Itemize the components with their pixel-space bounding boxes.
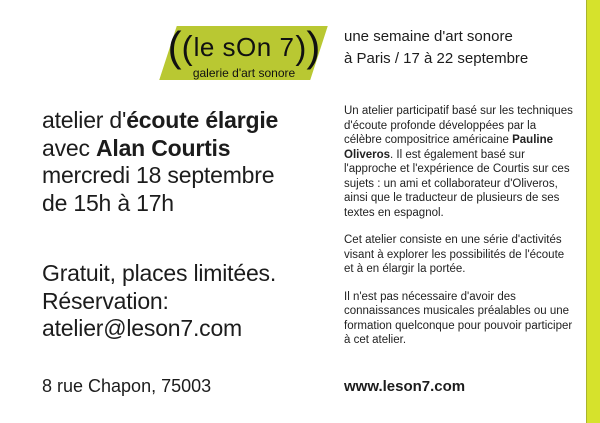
- logo-name-row: [167, 23, 321, 70]
- workshop-description: [344, 104, 574, 361]
- description-paragraph-1: Un atelier participatif basé sur les techniques d'écoute profonde développées par la célèbre compositrice américaine Pauline Oliveros. Il est également basé sur l'approche et l'expérience de Courtis sur ces sujets : un ami et collaborateur d'Oliveros, ainsi que le traducteur de plusieurs de ses textes en espagnol.: [344, 105, 573, 219]
- event-artist: Alan Courtis: [95, 134, 231, 161]
- logo-paren-close-inner: ): [295, 28, 307, 66]
- event-title: atelier d'écoute élargie: [42, 107, 279, 133]
- registration-email: atelier@leson7.com: [42, 315, 243, 341]
- registration-label: Réservation:: [42, 287, 169, 314]
- logo-paren-open-inner: (: [181, 28, 193, 66]
- registration-info: [42, 260, 276, 343]
- event-title-bold: écoute élargie: [126, 107, 279, 133]
- logo: [158, 24, 330, 82]
- description-pauline-oliveros: Pauline Oliveros: [344, 134, 554, 161]
- accent-bar: [586, 0, 600, 423]
- event-artist-line: avec Alan Courtis: [42, 134, 231, 161]
- logo-subtitle: galerie d'art sonore: [192, 66, 296, 80]
- website-url: www.leson7.com: [344, 378, 466, 395]
- event-week-line1: une semaine d'art sonore: [344, 28, 513, 45]
- venue-address: 8 rue Chapon, 75003: [42, 376, 212, 396]
- logo-paren-close-outer: ): [306, 23, 321, 70]
- event-week-line2: à Paris / 17 à 22 septembre: [344, 50, 529, 67]
- event-time: de 15h à 17h: [42, 189, 174, 216]
- description-paragraph-2: Cet atelier consiste en une série d'activités visant à explorer les possibilités de l'écoute et à en élargir la portée.: [344, 234, 565, 275]
- event-week-info: [344, 26, 528, 70]
- description-paragraph-3: Il n'est pas nécessaire d'avoir des connaissances musicales préalables ou une formation quelconque pour pouvoir participer à cet atelier.: [344, 290, 573, 346]
- registration-free-line: Gratuit, places limitées.: [42, 260, 277, 286]
- logo-paren-open-outer: (: [167, 23, 182, 70]
- logo-name: le sOn 7: [193, 32, 295, 62]
- event-date: mercredi 18 septembre: [42, 162, 275, 188]
- event-details: [42, 107, 278, 217]
